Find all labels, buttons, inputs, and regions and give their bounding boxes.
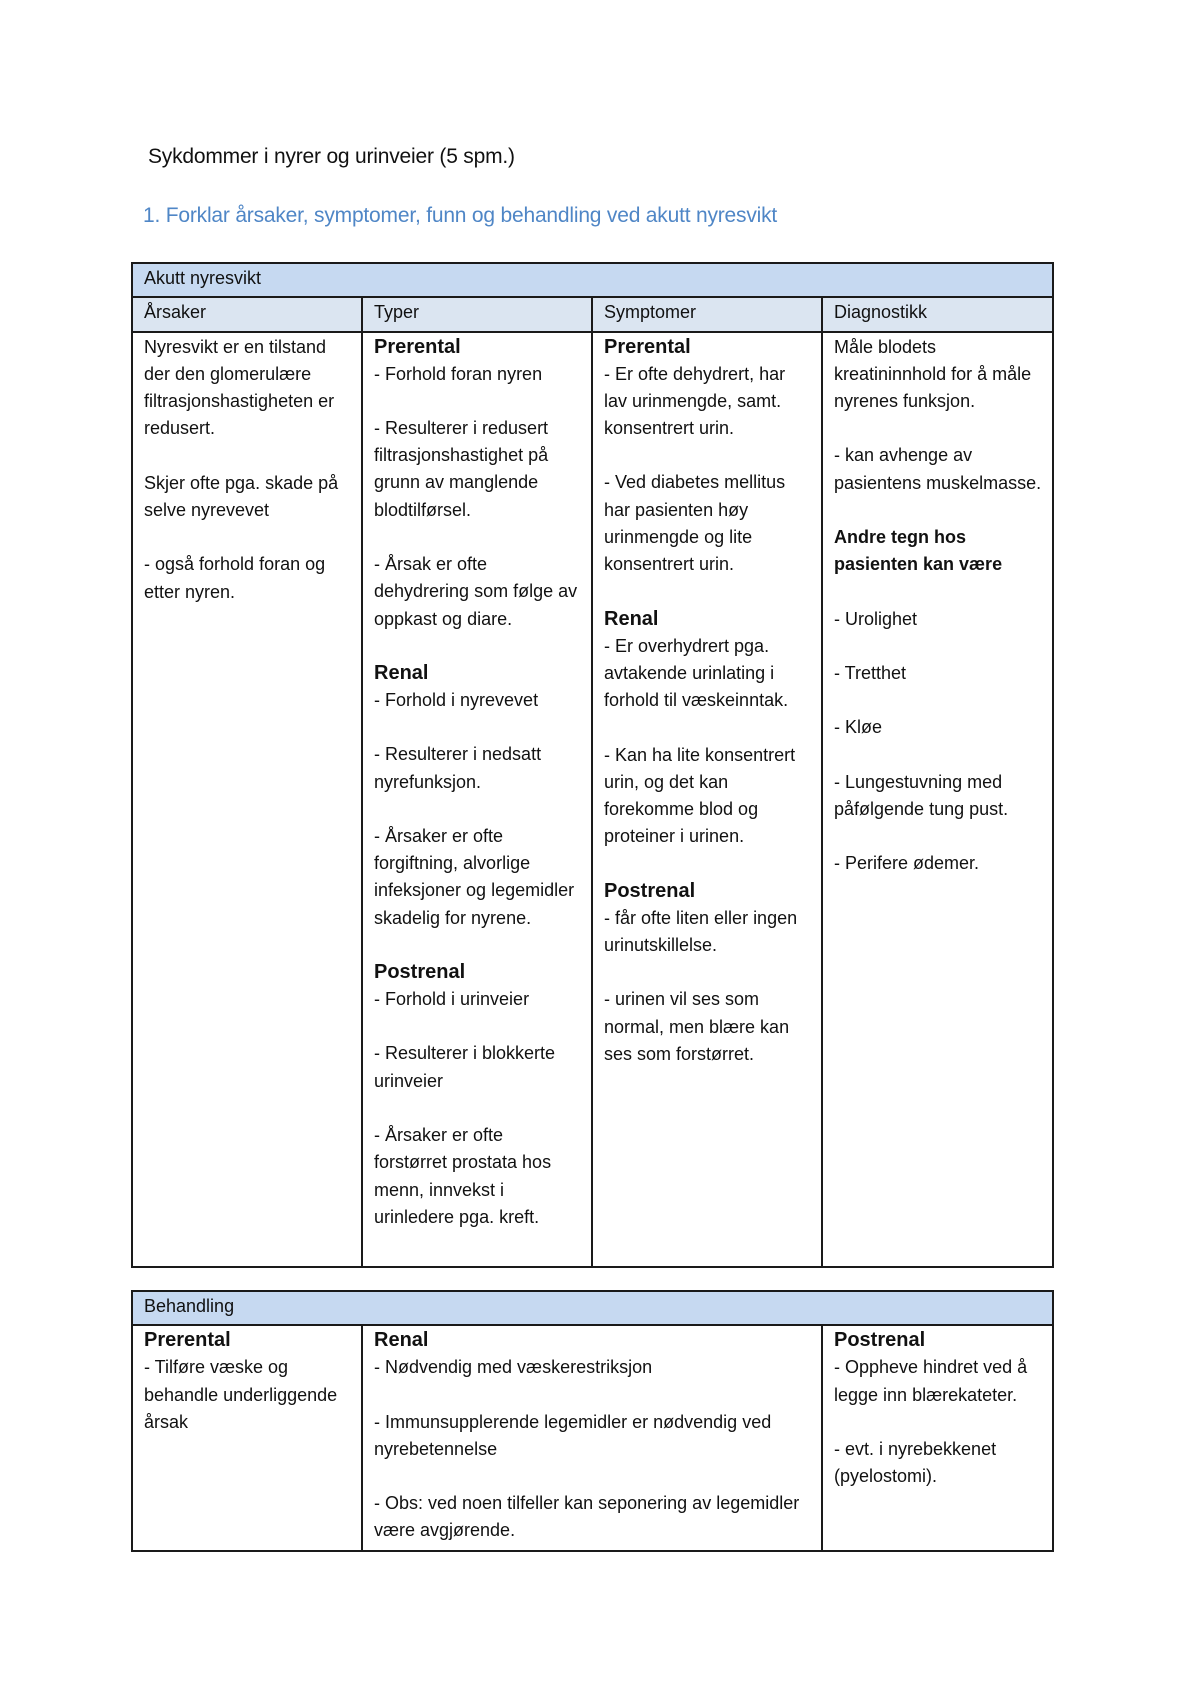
behandling-postrenal-line: - Oppheve hindret ved å legge inn blærekateter. [834, 1357, 1028, 1405]
diagnostikk-sign: - Perifere ødemer. [834, 853, 980, 874]
diagnostikk-method: Måle blodets kreatininnhold for å måle nyrenes funksjon. [834, 336, 1032, 412]
typer-renal-heading: Renal [374, 661, 429, 684]
typer-renal-line: - Årsaker er ofte forgiftning, alvorlige infeksjoner og legemidler skadelig for nyrene. [374, 825, 575, 928]
symptomer-prerental-heading: Prerental [604, 335, 691, 358]
section-title: Sykdommer i nyrer og urinveier (5 spm.) [148, 145, 515, 168]
diagnostikk-sign: - Urolighet [834, 608, 918, 629]
behandling-prerental-heading: Prerental [144, 1329, 231, 1352]
behandling-renal-line: - Immunsupplerende legemidler er nødvendig ved nyrebetennelse [374, 1411, 772, 1459]
diagnostikk-cell [822, 332, 1053, 1267]
symptomer-renal-heading: Renal [604, 607, 659, 630]
typer-postrenal-line: - Resulterer i blokkerte urinveier [374, 1043, 556, 1091]
symptomer-prerental-line: - Ved diabetes mellitus har pasienten høy urinmengde og lite konsentrert urin. [604, 472, 786, 575]
symptomer-postrenal-heading: Postrenal [604, 879, 696, 902]
typer-renal-line: - Resulterer i nedsatt nyrefunksjon. [374, 744, 542, 792]
table-title: Akutt nyresvikt [132, 263, 1053, 297]
typer-prerental-line: - Årsak er ofte dehydrering som følge av oppkast og diare. [374, 554, 578, 629]
diagnostikk-signs-heading: Andre tegn hos pasienten kan være [834, 527, 1003, 575]
diagnostikk-sign: - Kløe [834, 717, 883, 738]
column-header-symptomer: Symptomer [592, 297, 822, 331]
symptomer-cell [592, 332, 822, 1267]
symptomer-postrenal-line: - urinen vil ses som normal, men blære kan ses som forstørret. [604, 989, 790, 1064]
diagnostikk-sign: - Tretthet [834, 662, 907, 683]
behandling-postrenal-line: - evt. i nyrebekkenet (pyelostomi). [834, 1438, 997, 1487]
behandling-table [131, 1290, 1054, 1552]
typer-postrenal-line: - Forhold i urinveier [374, 989, 530, 1010]
akutt-nyresvikt-table [131, 262, 1054, 1268]
behandling-prerental-line: - Tilføre væske og behandle underliggende årsak [144, 1357, 338, 1432]
behandling-renal-cell [362, 1325, 822, 1551]
typer-postrenal-line: - Årsaker er ofte forstørret prostata hos menn, innvekst i urinledere pga. kreft. [374, 1124, 552, 1227]
question-heading: 1. Forklar årsaker, symptomer, funn og behandling ved akutt nyresvikt [143, 204, 778, 227]
behandling-postrenal-heading: Postrenal [834, 1329, 926, 1352]
typer-renal-line: - Forhold i nyrevevet [374, 689, 539, 710]
diagnostikk-note: - kan avhenge av pasientens muskelmasse. [834, 445, 1042, 493]
symptomer-renal-line: - Kan ha lite konsentrert urin, og det kan forekomme blod og proteiner i urinen. [604, 744, 796, 847]
symptomer-postrenal-line: - får ofte liten eller ingen urinutskillelse. [604, 907, 798, 956]
behandling-renal-heading: Renal [374, 1329, 429, 1352]
behandling-renal-line: - Obs: ved noen tilfeller kan seponering av legemidler være avgjørende. [374, 1493, 800, 1541]
behandling-renal-line: - Nødvendig med væskerestriksjon [374, 1357, 653, 1378]
column-header-typer: Typer [362, 297, 592, 331]
typer-prerental-line: - Forhold foran nyren [374, 363, 543, 384]
symptomer-renal-line: - Er overhydrert pga. avtakende urinlating i forhold til væskeinntak. [604, 635, 789, 711]
typer-prerental-heading: Prerental [374, 335, 461, 358]
arsaker-cell [132, 332, 362, 1267]
behandling-prerental-cell [132, 1325, 362, 1551]
arsaker-cause: Skjer ofte pga. skade på selve nyrevevet [144, 472, 339, 521]
table-title: Behandling [132, 1291, 1053, 1325]
typer-cell [362, 332, 592, 1267]
arsaker-definition: Nyresvikt er en tilstand der den glomerulære filtrasjonshastigheten er redusert. [144, 336, 335, 439]
column-header-diagnostikk: Diagnostikk [822, 297, 1053, 331]
diagnostikk-sign: - Lungestuvning med påfølgende tung pust. [834, 771, 1009, 819]
symptomer-prerental-line: - Er ofte dehydrert, har lav urinmengde, samt. konsentrert urin. [604, 363, 786, 439]
column-header-arsaker: Årsaker [132, 297, 362, 331]
behandling-postrenal-cell [822, 1325, 1053, 1551]
typer-postrenal-heading: Postrenal [374, 961, 466, 984]
arsaker-note: - også forhold foran og etter nyren. [144, 554, 326, 602]
typer-prerental-line: - Resulterer i redusert filtrasjonshastighet på grunn av manglende blodtilførsel. [374, 417, 549, 520]
